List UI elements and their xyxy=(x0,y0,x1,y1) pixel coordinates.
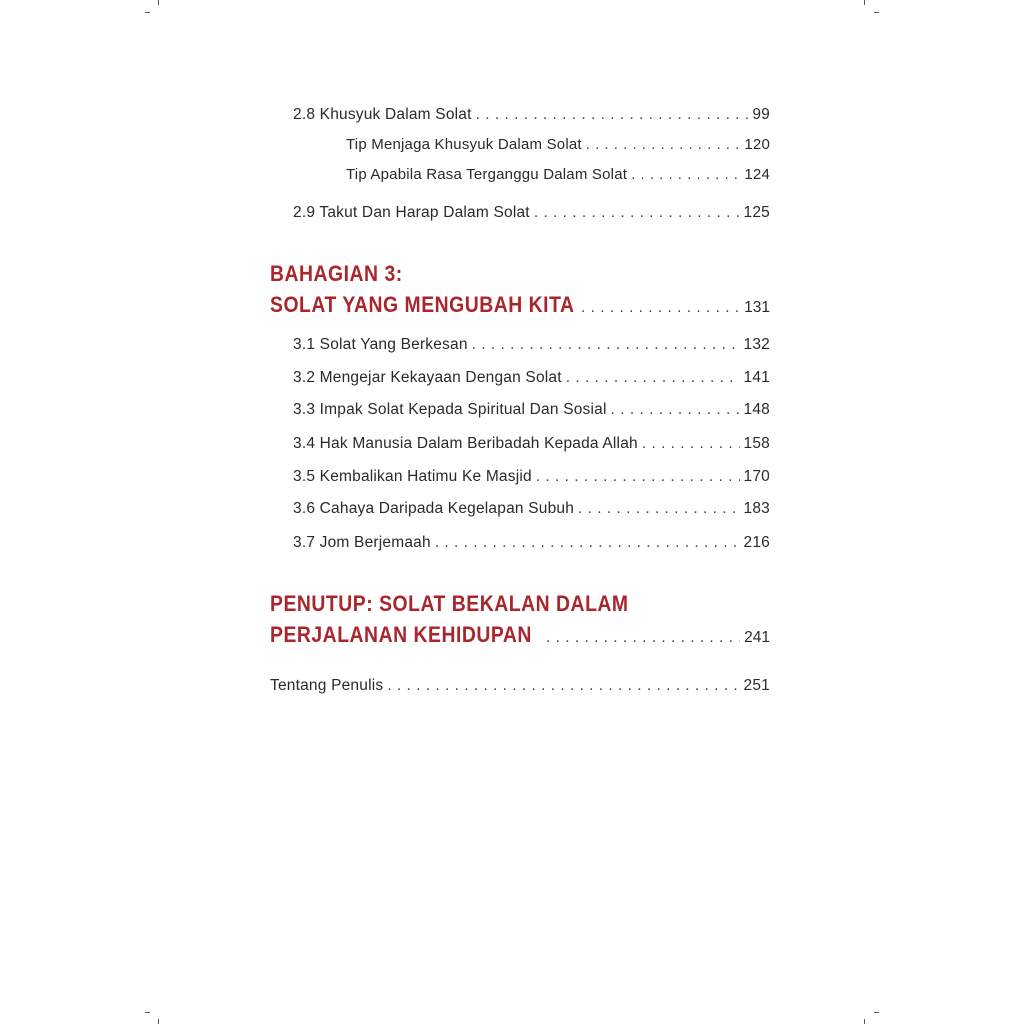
toc-entry-page: 141 xyxy=(743,369,770,386)
dot-leader xyxy=(546,629,740,647)
toc-entry[interactable] xyxy=(293,204,770,222)
toc-entry-label: 3.1 Solat Yang Berkesan xyxy=(293,336,468,353)
toc-entry-page: 124 xyxy=(744,166,770,183)
toc-entry-label: 2.8 Khusyuk Dalam Solat xyxy=(293,106,472,123)
crop-mark xyxy=(874,12,879,13)
part-heading: BAHAGIAN 3: xyxy=(270,261,403,286)
closing-heading-row[interactable] xyxy=(270,622,770,648)
dot-leader xyxy=(631,166,740,183)
toc-entry[interactable] xyxy=(293,336,770,354)
toc-entry-page: 241 xyxy=(744,629,770,646)
toc-subentry[interactable] xyxy=(346,136,770,153)
toc-entry[interactable] xyxy=(293,500,770,518)
toc-entry[interactable] xyxy=(293,435,770,453)
crop-mark xyxy=(145,12,150,13)
toc-entry-page: 183 xyxy=(743,500,770,517)
toc-entry[interactable] xyxy=(293,534,770,552)
part-heading-row[interactable] xyxy=(270,292,770,318)
dot-leader xyxy=(435,534,740,552)
toc-entry[interactable] xyxy=(293,106,770,124)
toc-entry-page: 148 xyxy=(743,401,770,418)
dot-leader xyxy=(476,106,749,124)
crop-mark xyxy=(158,1019,159,1024)
crop-mark xyxy=(145,1012,150,1013)
dot-leader xyxy=(578,500,739,518)
toc-entry-page: 158 xyxy=(743,435,770,452)
toc-entry[interactable] xyxy=(293,468,770,486)
toc-entry-page: 132 xyxy=(743,336,770,353)
toc-entry-page: 125 xyxy=(743,204,770,221)
toc-entry-label: Tentang Penulis xyxy=(270,677,384,694)
toc-entry-label: Tip Apabila Rasa Terganggu Dalam Solat xyxy=(346,166,628,183)
toc-subentry[interactable] xyxy=(346,166,770,183)
closing-heading: PENUTUP: SOLAT BEKALAN DALAM xyxy=(270,591,629,616)
toc-entry-label: 3.6 Cahaya Daripada Kegelapan Subuh xyxy=(293,500,575,517)
toc-entry-page: 99 xyxy=(752,106,770,123)
dot-leader xyxy=(581,299,740,317)
dot-leader xyxy=(472,336,740,354)
toc-entry-page: 216 xyxy=(743,534,770,551)
crop-mark xyxy=(864,1019,865,1024)
toc-entry-label: 3.4 Hak Manusia Dalam Beribadah Kepada Allah xyxy=(293,435,638,452)
toc-entry-label: 3.2 Mengejar Kekayaan Dengan Solat xyxy=(293,369,562,386)
crop-mark xyxy=(158,0,159,5)
toc-entry-label: 3.7 Jom Berjemaah xyxy=(293,534,431,551)
crop-mark xyxy=(864,0,865,5)
dot-leader xyxy=(387,677,739,695)
toc-entry-label: 3.3 Impak Solat Kepada Spiritual Dan Sosial xyxy=(293,401,607,418)
toc-entry[interactable] xyxy=(293,369,770,387)
dot-leader xyxy=(566,369,740,387)
toc-entry-page: 251 xyxy=(743,677,770,694)
part-heading: SOLAT YANG MENGUBAH KITA xyxy=(270,292,575,317)
toc-entry-label: 2.9 Takut Dan Harap Dalam Solat xyxy=(293,204,530,221)
dot-leader xyxy=(586,136,741,153)
crop-mark xyxy=(874,1012,879,1013)
toc-entry-label: Tip Menjaga Khusyuk Dalam Solat xyxy=(346,136,582,153)
closing-heading: PERJALANAN KEHIDUPAN xyxy=(270,622,532,647)
toc-entry[interactable] xyxy=(293,401,770,419)
toc-entry-page: 120 xyxy=(744,136,770,153)
toc-entry-page: 170 xyxy=(743,468,770,485)
dot-leader xyxy=(611,401,740,419)
dot-leader xyxy=(534,204,740,222)
dot-leader xyxy=(536,468,740,486)
toc-entry[interactable] xyxy=(270,677,770,695)
toc-entry-page: 131 xyxy=(744,299,770,316)
dot-leader xyxy=(642,435,740,453)
toc-entry-label: 3.5 Kembalikan Hatimu Ke Masjid xyxy=(293,468,532,485)
